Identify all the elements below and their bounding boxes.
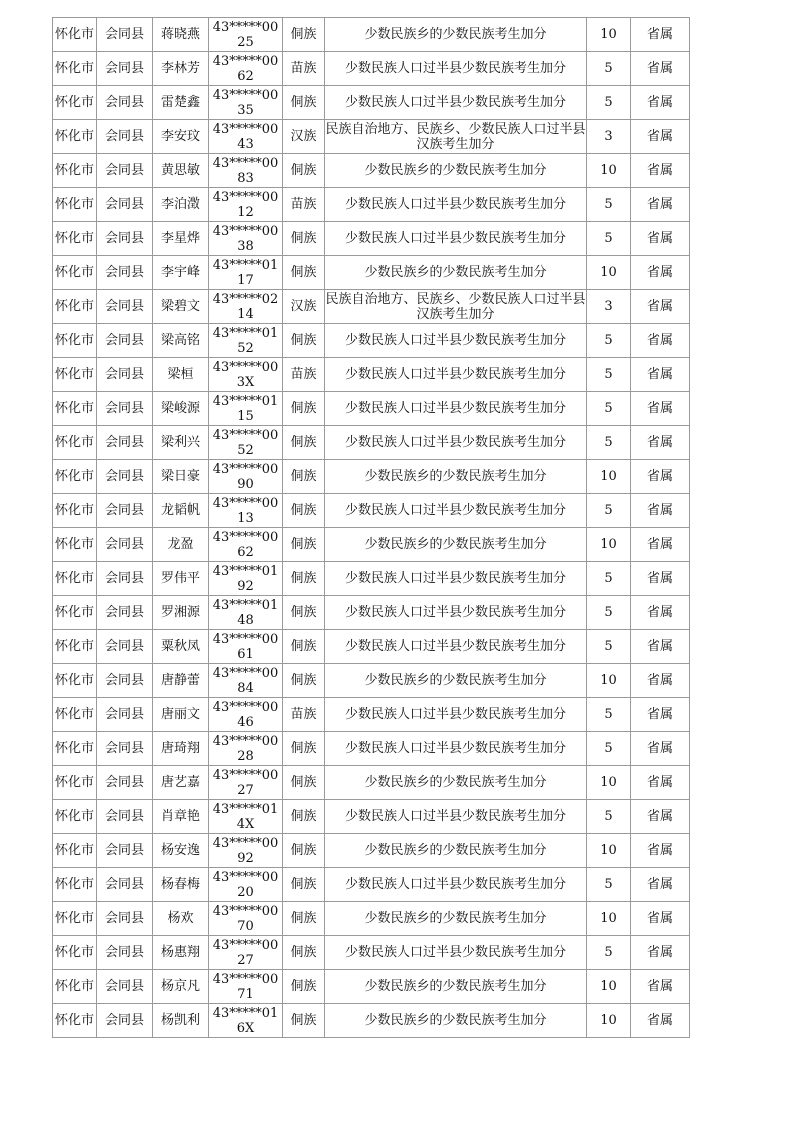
candidate-name-cell: 杨惠翔 xyxy=(153,936,209,970)
city-cell: 怀化市 xyxy=(53,698,97,732)
bonus-points-cell: 5 xyxy=(587,562,631,596)
candidate-name-cell: 李泊澂 xyxy=(153,188,209,222)
level-cell: 省属 xyxy=(631,902,690,936)
ethnicity-cell: 侗族 xyxy=(283,562,325,596)
city-cell: 怀化市 xyxy=(53,324,97,358)
bonus-item-cell: 少数民族人口过半县少数民族考生加分 xyxy=(325,222,587,256)
ethnicity-cell: 侗族 xyxy=(283,732,325,766)
candidate-name-cell: 蒋晓燕 xyxy=(153,18,209,52)
table-row xyxy=(53,256,690,290)
bonus-points-cell: 5 xyxy=(587,936,631,970)
county-cell: 会同县 xyxy=(97,868,153,902)
id-number-cell: 43*****0083 xyxy=(209,154,283,188)
level-cell: 省属 xyxy=(631,392,690,426)
county-cell: 会同县 xyxy=(97,18,153,52)
bonus-points-cell: 5 xyxy=(587,800,631,834)
bonus-item-cell: 少数民族人口过半县少数民族考生加分 xyxy=(325,358,587,392)
bonus-roster-table xyxy=(52,17,690,1038)
id-number-cell: 43*****0025 xyxy=(209,18,283,52)
bonus-item-cell: 少数民族乡的少数民族考生加分 xyxy=(325,902,587,936)
table-row xyxy=(53,528,690,562)
bonus-item-cell: 少数民族人口过半县少数民族考生加分 xyxy=(325,426,587,460)
level-cell: 省属 xyxy=(631,86,690,120)
id-number-cell: 43*****0152 xyxy=(209,324,283,358)
city-cell: 怀化市 xyxy=(53,766,97,800)
candidate-name-cell: 梁利兴 xyxy=(153,426,209,460)
id-number-cell: 43*****0192 xyxy=(209,562,283,596)
bonus-item-cell: 少数民族人口过半县少数民族考生加分 xyxy=(325,494,587,528)
id-number-cell: 43*****0084 xyxy=(209,664,283,698)
id-number-cell: 43*****0062 xyxy=(209,528,283,562)
city-cell: 怀化市 xyxy=(53,256,97,290)
bonus-item-cell: 民族自治地方、民族乡、少数民族人口过半县汉族考生加分 xyxy=(325,121,586,152)
bonus-points-cell: 10 xyxy=(587,766,631,800)
level-cell: 省属 xyxy=(631,460,690,494)
bonus-item-cell: 少数民族人口过半县少数民族考生加分 xyxy=(325,188,587,222)
ethnicity-cell: 侗族 xyxy=(283,392,325,426)
table-row xyxy=(53,766,690,800)
city-cell: 怀化市 xyxy=(53,596,97,630)
table-row xyxy=(53,188,690,222)
bonus-item-cell: 少数民族乡的少数民族考生加分 xyxy=(325,1004,587,1038)
id-number-cell: 43*****0090 xyxy=(209,460,283,494)
roster-body xyxy=(53,18,690,1038)
candidate-name-cell: 唐艺嘉 xyxy=(153,766,209,800)
city-cell: 怀化市 xyxy=(53,86,97,120)
bonus-points-cell: 5 xyxy=(587,188,631,222)
bonus-points-cell: 5 xyxy=(587,868,631,902)
county-cell: 会同县 xyxy=(97,52,153,86)
id-number-cell: 43*****0035 xyxy=(209,86,283,120)
ethnicity-cell: 侗族 xyxy=(283,596,325,630)
city-cell: 怀化市 xyxy=(53,800,97,834)
table-row xyxy=(53,222,690,256)
candidate-name-cell: 杨春梅 xyxy=(153,868,209,902)
bonus-points-cell: 5 xyxy=(587,596,631,630)
level-cell: 省属 xyxy=(631,222,690,256)
ethnicity-cell: 侗族 xyxy=(283,460,325,494)
city-cell: 怀化市 xyxy=(53,460,97,494)
county-cell: 会同县 xyxy=(97,664,153,698)
level-cell: 省属 xyxy=(631,256,690,290)
city-cell: 怀化市 xyxy=(53,902,97,936)
level-cell: 省属 xyxy=(631,290,690,324)
table-row xyxy=(53,86,690,120)
candidate-name-cell: 龙韬帆 xyxy=(153,494,209,528)
bonus-points-cell: 3 xyxy=(587,120,631,154)
city-cell: 怀化市 xyxy=(53,562,97,596)
table-row xyxy=(53,290,690,324)
county-cell: 会同县 xyxy=(97,324,153,358)
level-cell: 省属 xyxy=(631,358,690,392)
bonus-item-cell: 少数民族乡的少数民族考生加分 xyxy=(325,460,587,494)
county-cell: 会同县 xyxy=(97,800,153,834)
table-row xyxy=(53,392,690,426)
level-cell: 省属 xyxy=(631,868,690,902)
county-cell: 会同县 xyxy=(97,358,153,392)
bonus-points-cell: 5 xyxy=(587,494,631,528)
id-number-cell: 43*****0214 xyxy=(209,290,283,324)
id-number-cell: 43*****0061 xyxy=(209,630,283,664)
bonus-item-cell: 少数民族人口过半县少数民族考生加分 xyxy=(325,630,587,664)
county-cell: 会同县 xyxy=(97,732,153,766)
county-cell: 会同县 xyxy=(97,188,153,222)
ethnicity-cell: 侗族 xyxy=(283,834,325,868)
level-cell: 省属 xyxy=(631,698,690,732)
id-number-cell: 43*****0092 xyxy=(209,834,283,868)
id-number-cell: 43*****0028 xyxy=(209,732,283,766)
id-number-cell: 43*****0027 xyxy=(209,766,283,800)
level-cell: 省属 xyxy=(631,120,690,154)
ethnicity-cell: 侗族 xyxy=(283,902,325,936)
bonus-item-cell: 少数民族人口过半县少数民族考生加分 xyxy=(325,52,587,86)
city-cell: 怀化市 xyxy=(53,834,97,868)
ethnicity-cell: 侗族 xyxy=(283,868,325,902)
table-row xyxy=(53,698,690,732)
city-cell: 怀化市 xyxy=(53,392,97,426)
county-cell: 会同县 xyxy=(97,120,153,154)
bonus-item-cell: 少数民族人口过半县少数民族考生加分 xyxy=(325,868,587,902)
id-number-cell: 43*****003X xyxy=(209,358,283,392)
table-row xyxy=(53,970,690,1004)
candidate-name-cell: 杨欢 xyxy=(153,902,209,936)
bonus-item-cell: 少数民族乡的少数民族考生加分 xyxy=(325,256,587,290)
bonus-item-cell: 少数民族人口过半县少数民族考生加分 xyxy=(325,392,587,426)
bonus-points-cell: 10 xyxy=(587,528,631,562)
candidate-name-cell: 杨京凡 xyxy=(153,970,209,1004)
county-cell: 会同县 xyxy=(97,970,153,1004)
ethnicity-cell: 侗族 xyxy=(283,936,325,970)
bonus-points-cell: 10 xyxy=(587,256,631,290)
candidate-name-cell: 李林芳 xyxy=(153,52,209,86)
id-number-cell: 43*****0013 xyxy=(209,494,283,528)
ethnicity-cell: 侗族 xyxy=(283,800,325,834)
id-number-cell: 43*****0046 xyxy=(209,698,283,732)
level-cell: 省属 xyxy=(631,562,690,596)
candidate-name-cell: 杨安逸 xyxy=(153,834,209,868)
candidate-name-cell: 龙盈 xyxy=(153,528,209,562)
id-number-cell: 43*****0070 xyxy=(209,902,283,936)
bonus-item-cell: 少数民族人口过半县少数民族考生加分 xyxy=(325,562,587,596)
id-number-cell: 43*****016X xyxy=(209,1004,283,1038)
level-cell: 省属 xyxy=(631,936,690,970)
bonus-points-cell: 10 xyxy=(587,1004,631,1038)
county-cell: 会同县 xyxy=(97,256,153,290)
bonus-points-cell: 10 xyxy=(587,154,631,188)
city-cell: 怀化市 xyxy=(53,52,97,86)
candidate-name-cell: 罗伟平 xyxy=(153,562,209,596)
bonus-item-cell: 少数民族乡的少数民族考生加分 xyxy=(325,664,587,698)
bonus-points-cell: 5 xyxy=(587,392,631,426)
candidate-name-cell: 杨凯利 xyxy=(153,1004,209,1038)
bonus-points-cell: 10 xyxy=(587,902,631,936)
candidate-name-cell: 梁高铭 xyxy=(153,324,209,358)
bonus-points-cell: 5 xyxy=(587,222,631,256)
candidate-name-cell: 梁日豪 xyxy=(153,460,209,494)
bonus-points-cell: 10 xyxy=(587,970,631,1004)
county-cell: 会同县 xyxy=(97,698,153,732)
county-cell: 会同县 xyxy=(97,766,153,800)
table-row xyxy=(53,834,690,868)
table-row xyxy=(53,324,690,358)
id-number-cell: 43*****014X xyxy=(209,800,283,834)
county-cell: 会同县 xyxy=(97,222,153,256)
table-row xyxy=(53,358,690,392)
city-cell: 怀化市 xyxy=(53,528,97,562)
ethnicity-cell: 侗族 xyxy=(283,766,325,800)
city-cell: 怀化市 xyxy=(53,120,97,154)
table-row xyxy=(53,800,690,834)
bonus-item-cell: 少数民族乡的少数民族考生加分 xyxy=(325,766,587,800)
level-cell: 省属 xyxy=(631,596,690,630)
bonus-points-cell: 5 xyxy=(587,630,631,664)
id-number-cell: 43*****0012 xyxy=(209,188,283,222)
id-number-cell: 43*****0117 xyxy=(209,256,283,290)
ethnicity-cell: 侗族 xyxy=(283,494,325,528)
ethnicity-cell: 侗族 xyxy=(283,18,325,52)
ethnicity-cell: 苗族 xyxy=(283,698,325,732)
candidate-name-cell: 雷楚鑫 xyxy=(153,86,209,120)
ethnicity-cell: 侗族 xyxy=(283,256,325,290)
id-number-cell: 43*****0148 xyxy=(209,596,283,630)
level-cell: 省属 xyxy=(631,834,690,868)
level-cell: 省属 xyxy=(631,52,690,86)
county-cell: 会同县 xyxy=(97,460,153,494)
id-number-cell: 43*****0043 xyxy=(209,120,283,154)
candidate-name-cell: 唐静蕾 xyxy=(153,664,209,698)
ethnicity-cell: 侗族 xyxy=(283,664,325,698)
bonus-points-cell: 5 xyxy=(587,324,631,358)
city-cell: 怀化市 xyxy=(53,358,97,392)
ethnicity-cell: 侗族 xyxy=(283,1004,325,1038)
candidate-name-cell: 黄思敏 xyxy=(153,154,209,188)
level-cell: 省属 xyxy=(631,426,690,460)
level-cell: 省属 xyxy=(631,494,690,528)
county-cell: 会同县 xyxy=(97,596,153,630)
city-cell: 怀化市 xyxy=(53,630,97,664)
bonus-item-cell: 少数民族乡的少数民族考生加分 xyxy=(325,834,587,868)
county-cell: 会同县 xyxy=(97,290,153,324)
bonus-item-cell: 少数民族人口过半县少数民族考生加分 xyxy=(325,800,587,834)
county-cell: 会同县 xyxy=(97,86,153,120)
ethnicity-cell: 侗族 xyxy=(283,86,325,120)
bonus-points-cell: 5 xyxy=(587,52,631,86)
ethnicity-cell: 侗族 xyxy=(283,630,325,664)
level-cell: 省属 xyxy=(631,324,690,358)
id-number-cell: 43*****0038 xyxy=(209,222,283,256)
bonus-item-cell: 少数民族人口过半县少数民族考生加分 xyxy=(325,324,587,358)
level-cell: 省属 xyxy=(631,732,690,766)
table-row xyxy=(53,596,690,630)
bonus-item-cell: 少数民族人口过半县少数民族考生加分 xyxy=(325,86,587,120)
table-row xyxy=(53,664,690,698)
level-cell: 省属 xyxy=(631,630,690,664)
ethnicity-cell: 侗族 xyxy=(283,222,325,256)
candidate-name-cell: 唐丽文 xyxy=(153,698,209,732)
county-cell: 会同县 xyxy=(97,630,153,664)
candidate-name-cell: 罗湘源 xyxy=(153,596,209,630)
table-row xyxy=(53,426,690,460)
city-cell: 怀化市 xyxy=(53,970,97,1004)
id-number-cell: 43*****0027 xyxy=(209,936,283,970)
table-row xyxy=(53,868,690,902)
bonus-points-cell: 5 xyxy=(587,698,631,732)
candidate-name-cell: 唐琦翔 xyxy=(153,732,209,766)
city-cell: 怀化市 xyxy=(53,426,97,460)
county-cell: 会同县 xyxy=(97,834,153,868)
candidate-name-cell: 粟秋凤 xyxy=(153,630,209,664)
level-cell: 省属 xyxy=(631,18,690,52)
bonus-points-cell: 3 xyxy=(587,290,631,324)
city-cell: 怀化市 xyxy=(53,154,97,188)
county-cell: 会同县 xyxy=(97,902,153,936)
city-cell: 怀化市 xyxy=(53,18,97,52)
level-cell: 省属 xyxy=(631,664,690,698)
level-cell: 省属 xyxy=(631,800,690,834)
bonus-item-cell: 民族自治地方、民族乡、少数民族人口过半县汉族考生加分 xyxy=(325,291,586,322)
bonus-item-cell: 少数民族人口过半县少数民族考生加分 xyxy=(325,936,587,970)
ethnicity-cell: 侗族 xyxy=(283,154,325,188)
table-row xyxy=(53,1004,690,1038)
table-row xyxy=(53,18,690,52)
level-cell: 省属 xyxy=(631,528,690,562)
table-row xyxy=(53,630,690,664)
city-cell: 怀化市 xyxy=(53,936,97,970)
ethnicity-cell: 汉族 xyxy=(283,120,325,154)
bonus-item-cell: 少数民族乡的少数民族考生加分 xyxy=(325,18,587,52)
id-number-cell: 43*****0115 xyxy=(209,392,283,426)
table-row xyxy=(53,52,690,86)
bonus-item-cell: 少数民族人口过半县少数民族考生加分 xyxy=(325,698,587,732)
county-cell: 会同县 xyxy=(97,1004,153,1038)
bonus-points-cell: 5 xyxy=(587,426,631,460)
bonus-item-cell: 少数民族人口过半县少数民族考生加分 xyxy=(325,596,587,630)
table-row xyxy=(53,460,690,494)
city-cell: 怀化市 xyxy=(53,732,97,766)
county-cell: 会同县 xyxy=(97,494,153,528)
table-row xyxy=(53,154,690,188)
bonus-item-cell: 少数民族乡的少数民族考生加分 xyxy=(325,154,587,188)
county-cell: 会同县 xyxy=(97,562,153,596)
city-cell: 怀化市 xyxy=(53,1004,97,1038)
id-number-cell: 43*****0052 xyxy=(209,426,283,460)
bonus-points-cell: 5 xyxy=(587,358,631,392)
bonus-points-cell: 5 xyxy=(587,732,631,766)
ethnicity-cell: 侗族 xyxy=(283,970,325,1004)
city-cell: 怀化市 xyxy=(53,222,97,256)
bonus-points-cell: 10 xyxy=(587,460,631,494)
county-cell: 会同县 xyxy=(97,392,153,426)
city-cell: 怀化市 xyxy=(53,868,97,902)
ethnicity-cell: 侗族 xyxy=(283,528,325,562)
table-row xyxy=(53,902,690,936)
ethnicity-cell: 苗族 xyxy=(283,358,325,392)
table-row xyxy=(53,494,690,528)
table-row xyxy=(53,120,690,154)
bonus-item-cell: 少数民族乡的少数民族考生加分 xyxy=(325,970,587,1004)
bonus-points-cell: 10 xyxy=(587,664,631,698)
id-number-cell: 43*****0071 xyxy=(209,970,283,1004)
table-row xyxy=(53,936,690,970)
candidate-name-cell: 梁峻源 xyxy=(153,392,209,426)
level-cell: 省属 xyxy=(631,154,690,188)
bonus-item-cell: 少数民族乡的少数民族考生加分 xyxy=(325,528,587,562)
level-cell: 省属 xyxy=(631,766,690,800)
candidate-name-cell: 李星烨 xyxy=(153,222,209,256)
bonus-item-cell: 少数民族人口过半县少数民族考生加分 xyxy=(325,732,587,766)
county-cell: 会同县 xyxy=(97,528,153,562)
county-cell: 会同县 xyxy=(97,936,153,970)
table-row xyxy=(53,732,690,766)
county-cell: 会同县 xyxy=(97,154,153,188)
ethnicity-cell: 汉族 xyxy=(283,290,325,324)
level-cell: 省属 xyxy=(631,1004,690,1038)
level-cell: 省属 xyxy=(631,188,690,222)
table-row xyxy=(53,562,690,596)
city-cell: 怀化市 xyxy=(53,188,97,222)
city-cell: 怀化市 xyxy=(53,290,97,324)
level-cell: 省属 xyxy=(631,970,690,1004)
ethnicity-cell: 苗族 xyxy=(283,52,325,86)
county-cell: 会同县 xyxy=(97,426,153,460)
candidate-name-cell: 梁桓 xyxy=(153,358,209,392)
candidate-name-cell: 李宇峰 xyxy=(153,256,209,290)
candidate-name-cell: 梁碧文 xyxy=(153,290,209,324)
bonus-points-cell: 10 xyxy=(587,834,631,868)
bonus-points-cell: 10 xyxy=(587,18,631,52)
id-number-cell: 43*****0062 xyxy=(209,52,283,86)
ethnicity-cell: 苗族 xyxy=(283,188,325,222)
candidate-name-cell: 肖章艳 xyxy=(153,800,209,834)
ethnicity-cell: 侗族 xyxy=(283,426,325,460)
city-cell: 怀化市 xyxy=(53,494,97,528)
candidate-name-cell: 李安玟 xyxy=(153,120,209,154)
bonus-points-cell: 5 xyxy=(587,86,631,120)
id-number-cell: 43*****0020 xyxy=(209,868,283,902)
city-cell: 怀化市 xyxy=(53,664,97,698)
ethnicity-cell: 侗族 xyxy=(283,324,325,358)
